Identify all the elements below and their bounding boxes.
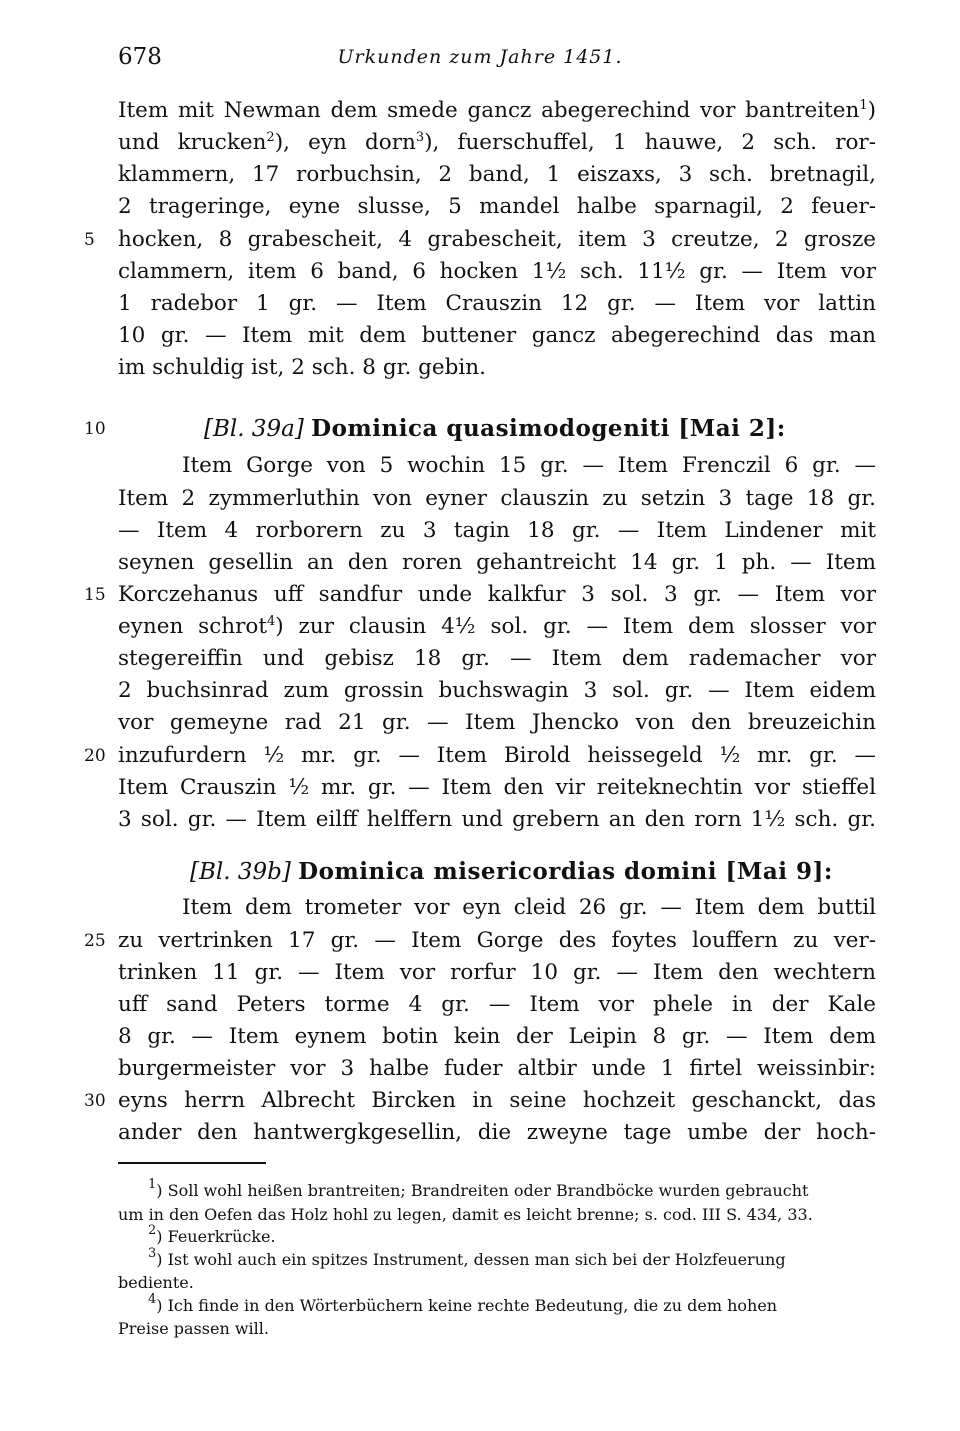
text-line: und krucken$^2$), eyn dorn$^3$), fuerschuffel, 1 hauwe, 2 sch. ror- bbox=[118, 130, 876, 155]
text-line: klammern, 17 rorbuchsin, 2 band, 1 eiszaxs, 3 sch. bretnagil, bbox=[118, 162, 876, 187]
text-line: vor gemeyne rad 21 gr. — Item Jhencko von den breuzeichin bbox=[118, 710, 876, 735]
heading-title: Dominica misericordias domini [Mai 9]: bbox=[298, 858, 833, 885]
text-line: burgermeister vor 3 halbe fuder altbir unde 1 firtel weissinbir: bbox=[118, 1056, 876, 1081]
footnote-line: um in den Oefen das Holz hohl zu legen, damit es leicht brenne; s. cod. III S. 434, 33. bbox=[118, 1205, 813, 1224]
text-line: clammern, item 6 band, 6 hocken 1½ sch. 11½ gr. — Item vor bbox=[118, 259, 876, 284]
text-line: eyns herrn Albrecht Bircken in seine hochzeit geschanckt, das bbox=[118, 1088, 876, 1113]
text-line: Item mit Newman dem smede gancz abegerechind vor bantreiten$^1$) bbox=[118, 98, 876, 123]
line-number: 10 bbox=[84, 419, 106, 439]
footnote-line: $^4$) Ich finde in den Wörterbüchern keine rechte Bedeutung, die zu dem hohen bbox=[148, 1292, 778, 1315]
section-heading bbox=[190, 857, 833, 887]
text-line: 2 trageringe, eyne slusse, 5 mandel halbe sparnagil, 2 feuer- bbox=[118, 194, 876, 219]
text-line: Item 2 zymmerluthin von eyner clauszin zu setzin 3 tage 18 gr. bbox=[118, 486, 876, 511]
text-line: ander den hantwergkgesellin, die zweyne tage umbe der hoch- bbox=[118, 1120, 876, 1145]
text-line: stegereiffin und gebisz 18 gr. — Item dem rademacher vor bbox=[118, 646, 876, 671]
section-heading bbox=[204, 414, 786, 444]
footnote-divider bbox=[118, 1162, 266, 1164]
text-line: Korczehanus uff sandfur unde kalkfur 3 sol. 3 gr. — Item vor bbox=[118, 582, 876, 607]
text-line: Item dem trometer vor eyn cleid 26 gr. — Item dem buttil bbox=[182, 895, 876, 920]
text-line: 10 gr. — Item mit dem buttener gancz abegerechind das man bbox=[118, 323, 876, 348]
text-line: zu vertrinken 17 gr. — Item Gorge des foytes louffern zu ver- bbox=[118, 928, 876, 953]
running-title: Urkunden zum Jahre 1451. bbox=[337, 46, 623, 68]
page-number: 678 bbox=[118, 44, 162, 70]
heading-title: Dominica quasimodogeniti [Mai 2]: bbox=[311, 415, 786, 442]
text-line: inzufurdern ½ mr. gr. — Item Birold heissegeld ½ mr. gr. — bbox=[118, 743, 876, 768]
text-line: im schuldig ist, 2 sch. 8 gr. gebin. bbox=[118, 355, 486, 380]
text-line: — Item 4 rorborern zu 3 tagin 18 gr. — Item Lindener mit bbox=[118, 518, 876, 543]
footnote-line: $^3$) Ist wohl auch ein spitzes Instrument, dessen man sich bei der Holzfeuerung bbox=[148, 1246, 786, 1269]
text-line: 3 sol. gr. — Item eilff helffern und grebern an den rorn 1½ sch. gr. bbox=[118, 807, 876, 832]
footnote-line: $^2$) Feuerkrücke. bbox=[148, 1223, 276, 1246]
line-number: 5 bbox=[84, 230, 95, 250]
text-line: 8 gr. — Item eynem botin kein der Leipin 8 gr. — Item dem bbox=[118, 1024, 876, 1049]
text-line: 1 radebor 1 gr. — Item Crauszin 12 gr. — Item vor lattin bbox=[118, 291, 876, 316]
text-line: Item Gorge von 5 wochin 15 gr. — Item Frenczil 6 gr. — bbox=[182, 453, 876, 478]
text-line: 2 buchsinrad zum grossin buchswagin 3 sol. gr. — Item eidem bbox=[118, 678, 876, 703]
line-number: 15 bbox=[84, 585, 106, 605]
footnote-line: Preise passen will. bbox=[118, 1319, 269, 1338]
footnote-line: $^1$) Soll wohl heißen brantreiten; Brandreiten oder Brandböcke wurden gebraucht bbox=[148, 1177, 809, 1200]
line-number: 25 bbox=[84, 931, 106, 951]
folio-reference: [Bl. 39b] bbox=[190, 859, 291, 885]
text-line: Item Crauszin ½ mr. gr. — Item den vir reiteknechtin vor stieffel bbox=[118, 775, 876, 800]
folio-reference: [Bl. 39a] bbox=[204, 416, 304, 442]
text-line: trinken 11 gr. — Item vor rorfur 10 gr. — Item den wechtern bbox=[118, 960, 876, 985]
text-line: uff sand Peters torme 4 gr. — Item vor phele in der Kale bbox=[118, 992, 876, 1017]
line-number: 30 bbox=[84, 1091, 106, 1111]
text-line: hocken, 8 grabescheit, 4 grabescheit, item 3 creutze, 2 grosze bbox=[118, 227, 876, 252]
text-line: eynen schrot$^4$) zur clausin 4½ sol. gr. — Item dem slosser vor bbox=[118, 614, 876, 639]
page-header bbox=[0, 44, 960, 84]
text-line: seynen gesellin an den roren gehantreicht 14 gr. 1 ph. — Item bbox=[118, 550, 876, 575]
footnote-line: bediente. bbox=[118, 1273, 194, 1292]
line-number: 20 bbox=[84, 746, 106, 766]
